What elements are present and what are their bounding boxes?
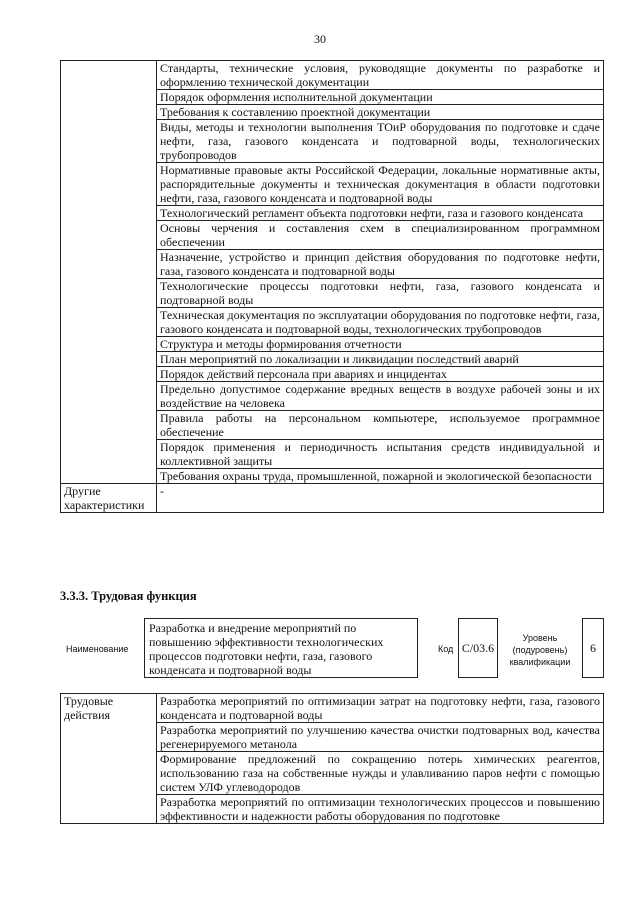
labor-action-item: Разработка мероприятий по оптимизации технологических процессов и повышению эффективности и надежности работы оборудования по подготовке	[157, 795, 604, 824]
labor-action-item: Формирование предложений по сокращению потерь химических реагентов, использованию газа на собственные нужды и улавливанию паров нефти с помощью систем УЛФ углеводородов	[157, 752, 604, 795]
table-row	[61, 694, 604, 723]
knowledge-item: Нормативные правовые акты Российской Федерации, локальные нормативные акты, распорядительные документы и техническая документация в области подготовки нефти, газа, газового конденсата и подтоварной воды	[157, 163, 604, 206]
knowledge-table	[60, 60, 604, 513]
knowledge-item: Порядок применения и периодичность испытания средств индивидуальной и коллективной защиты	[157, 440, 604, 469]
knowledge-item: Требования к составлению проектной документации	[157, 105, 604, 120]
section-title: 3.3.3. Трудовая функция	[60, 589, 197, 603]
level-label: Уровень (подуровень) квалификации	[509, 633, 571, 667]
labor-actions-label: Трудовые действия	[61, 694, 157, 824]
knowledge-item: Требования охраны труда, промышленной, пожарной и экологической безопасности	[157, 469, 604, 484]
labor-function-header	[60, 614, 604, 684]
labor-actions-table	[60, 693, 604, 824]
knowledge-item: Структура и методы формирования отчетности	[157, 337, 604, 352]
function-name-box: Разработка и внедрение мероприятий по повышению эффективности технологических процессов подготовки нефти, газа, газового конденсата и подтоварной воды	[144, 618, 418, 678]
knowledge-item: Технологический регламент объекта подготовки нефти, газа и газового конденсата	[157, 206, 604, 221]
knowledge-item: Виды, методы и технологии выполнения ТОиР оборудования по подготовке и сдаче нефти, газа, газового конденсата и подтоварной воды, технологических трубопроводов	[157, 120, 604, 163]
other-characteristics-label: Другие характеристики	[61, 484, 157, 513]
knowledge-item: Технологические процессы подготовки нефти, газа, газового конденсата и подтоварной воды	[157, 279, 604, 308]
knowledge-item: План мероприятий по локализации и ликвидации последствий аварий	[157, 352, 604, 367]
knowledge-item: Стандарты, технические условия, руководящие документы по разработке и оформлению технической документации	[157, 61, 604, 90]
qualification-level-box: 6	[582, 618, 604, 678]
knowledge-item: Правила работы на персональном компьютере, используемое программное обеспечение	[157, 411, 604, 440]
other-characteristics-value: -	[157, 484, 604, 513]
row-label-cell	[61, 61, 157, 484]
knowledge-item: Назначение, устройство и принцип действия оборудования по подготовке нефти, газа, газового конденсата и подтоварной воды	[157, 250, 604, 279]
name-label: Наименование	[66, 644, 129, 654]
knowledge-item: Техническая документация по эксплуатации оборудования по подготовке нефти, газа, газового конденсата и подтоварной воды, технологических трубопроводов	[157, 308, 604, 337]
function-code-box: C/03.6	[458, 618, 498, 678]
labor-action-item: Разработка мероприятий по улучшению качества очистки подтоварных вод, качества регенерируемого метанола	[157, 723, 604, 752]
knowledge-item: Предельно допустимое содержание вредных веществ в воздухе рабочей зоны и их воздействие на человека	[157, 382, 604, 411]
knowledge-item: Порядок оформления исполнительной документации	[157, 90, 604, 105]
table-row	[61, 61, 604, 90]
page-number: 30	[314, 32, 326, 46]
labor-action-item: Разработка мероприятий по оптимизации затрат на подготовку нефти, газа, газового конденсата и подтоварной воды	[157, 694, 604, 723]
code-label: Код	[438, 644, 454, 654]
table-row	[61, 484, 604, 513]
knowledge-item: Основы черчения и составления схем в специализированном программном обеспечении	[157, 221, 604, 250]
knowledge-item: Порядок действий персонала при авариях и инцидентах	[157, 367, 604, 382]
